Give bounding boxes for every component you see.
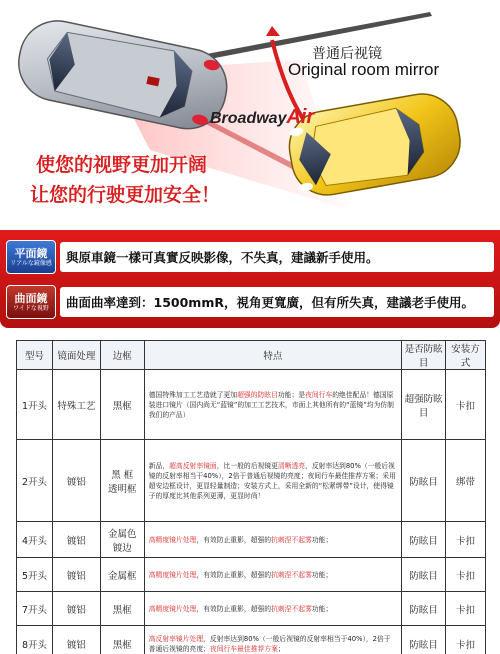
table-row [17,558,486,592]
cell-mount: 卡扣 [446,626,486,654]
cell-anti-glare: 防眩目 [402,626,446,654]
feature-text: ，反射率达到80%（一般后视镜的反射率相当于40%），2倍于普通后视镜的亮度； [148,634,391,653]
cell-feature [144,626,401,654]
slogan-line-1: 使您的视野更加开阔 [36,154,208,176]
header-mount: 安装方式 [446,341,486,370]
feature-text: ，有效防止重影，超强的 [196,570,272,579]
cell-coating: 镀铝 [52,592,100,626]
cell-model: 4开头 [17,522,53,558]
cell-anti-glare: 防眩目 [402,522,446,558]
feature-text: 功能；是 [277,390,306,399]
feature-highlight: 抗刺涅不起雾 [271,570,312,579]
table-row [17,522,486,558]
cell-coating: 镀铝 [52,558,100,592]
feature-highlight: 超高反射率镜面 [169,461,217,470]
feature-text: ，有效防止重影，超强的 [196,604,272,613]
feature-text: 的绝佳配品！德国原装进口镜片（国内尚无“蓝镜”的加工工艺技术，市面上其他所有的“蓝镜”均为仿制我们的产品） [148,390,394,419]
cell-coating: 镀铝 [52,522,100,558]
brand-prefix: Broadway [210,110,287,127]
flat-tag-main: 平面鏡 [14,246,48,260]
feature-text: ，比一般的后视镜更 [216,461,278,470]
header-model: 型号 [17,341,53,370]
cell-frame: 黑框 [100,592,144,626]
feature-text: ； [277,644,285,653]
cell-frame: 金属色 镀边 [100,522,144,558]
cell-frame: 金属框 [100,558,144,592]
cell-mount: 卡扣 [446,592,486,626]
flat-tag-sub: リアルな鏡像感 [10,259,52,267]
cell-frame: 黑框 [100,370,144,440]
cell-feature [144,370,401,440]
cell-feature [144,522,401,558]
feature-text: ，反射率达到80%（一般后视镜的反射率相当于40%），2倍于普通后视镜的亮度；夜间行车最佳推荐方案；采用超安边框设计，更显轻量制造；安装方式上，采用全新的“松紧绑带”设计，使得镜子的厚度比其他系列更薄，更显时尚！ [148,461,396,500]
feature-highlight: 高精度镜片处理 [148,604,197,613]
silver-car-icon [12,14,234,136]
table-header-row [17,341,486,370]
cell-model: 2开头 [17,440,53,522]
cell-mount: 绑带 [446,440,486,522]
cell-model: 5开头 [17,558,53,592]
flat-mirror-row [6,239,494,275]
cell-mount: 卡扣 [446,522,486,558]
cell-feature [144,440,401,522]
cell-mount: 卡扣 [446,370,486,440]
feature-highlight: 高反射率镜片处理 [148,634,204,643]
brand-suffix: Air [286,106,315,128]
cell-model: 8开头 [17,626,53,654]
header-coating: 镜面处理 [52,341,100,370]
feature-highlight: 夜间行车 [305,390,333,399]
table-row [17,626,486,654]
cell-anti-glare: 超强防眩目 [402,370,446,440]
flat-mirror-desc: 與原車鏡一樣可真實反映影像，不失真，建議新手使用。 [60,242,494,272]
cell-anti-glare: 防眩目 [402,558,446,592]
curved-tag-sub: ワイドな視野 [13,304,49,312]
hero-illustration [0,0,500,228]
curved-mirror-row [6,284,494,320]
cell-feature [144,558,401,592]
header-feature: 特点 [144,341,401,370]
feature-text: 德国特殊加工工艺造就了更加 [148,390,238,399]
feature-highlight: 夜间行车最佳推荐方案 [209,644,278,653]
cell-coating: 镀铝 [52,626,100,654]
header-anti-glare: 是否防眩目 [402,341,446,370]
flat-mirror-tag [6,240,56,274]
cell-anti-glare: 防眩目 [402,440,446,522]
brand-logo [210,106,314,129]
table-row [17,592,486,626]
spec-table-wrap [16,340,486,654]
curved-mirror-tag [6,285,56,319]
cell-coating: 特殊工艺 [52,370,100,440]
feature-text: 功能； [311,570,333,579]
curved-mirror-desc: 曲面曲率達到：1500mmR，視角更寬廣，但有所失真，建議老手使用。 [60,287,494,317]
cell-frame: 黑 框 透明框 [100,440,144,522]
mirror-label-cn: 普通后视镜 [312,46,382,62]
feature-highlight: 超强的防眩目 [237,390,278,399]
cell-feature [144,592,401,626]
feature-text: 新品， [148,461,170,470]
feature-text: 功能； [311,604,333,613]
table-row [17,370,486,440]
cell-mount: 卡扣 [446,558,486,592]
cell-frame: 黑框 [100,626,144,654]
feature-highlight: 高精度镜片处理 [148,535,197,544]
curved-tag-main: 曲面鏡 [14,291,48,305]
mirror-label-en: Original room mirror [288,60,440,79]
feature-text: ，有效防止重影，超强的 [196,535,272,544]
feature-highlight: 清晰透亮 [277,461,306,470]
feature-highlight: 抗刺涅不起雾 [271,535,312,544]
feature-highlight: 抗刺涅不起雾 [271,604,312,613]
table-row [17,440,486,522]
cell-model: 1开头 [17,370,53,440]
cell-model: 7开头 [17,592,53,626]
mirror-type-band [0,230,500,328]
cell-coating: 镀铝 [52,440,100,522]
feature-highlight: 高精度镜片处理 [148,570,197,579]
slogan-line-2: 让您的行驶更加安全！ [30,184,221,206]
header-frame: 边框 [100,341,144,370]
spec-table [16,340,486,654]
cell-anti-glare: 防眩目 [402,592,446,626]
feature-text: 功能； [311,535,333,544]
